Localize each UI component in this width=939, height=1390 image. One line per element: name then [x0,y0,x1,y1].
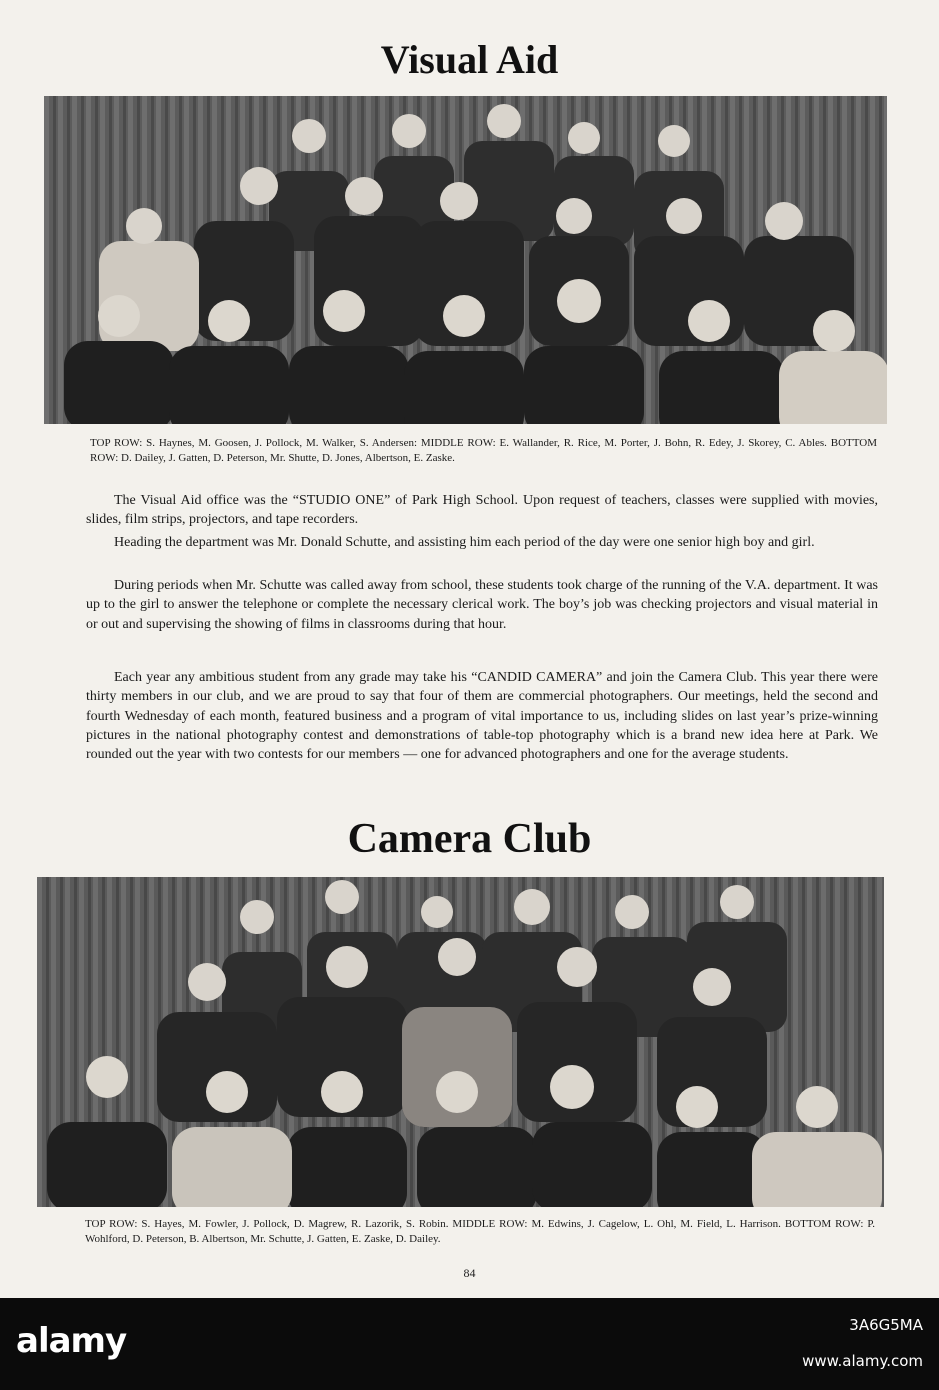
camera-club-caption: TOP ROW: S. Hayes, M. Fowler, J. Pollock, D. Magrew, R. Lazorik, S. Robin. MIDDLE ROW: M. Edwins, J. Cagelow, L. Ohl, M. Field, L. Harrison. BOTTOM ROW: P. Wohlford, D. Peterson, B. Albertson, Mr. Schutte, J. Gatten, E. Zaske, D. Dailey. [85,1218,875,1245]
watermark-footer [0,1298,939,1390]
visual-aid-photo-graphic [44,96,887,424]
alamy-logo: alamy [16,1321,127,1361]
camera-club-paragraph: Each year any ambitious student from any grade may take his “CANDID CAMERA” and join the Camera Club. This year there were thirty members in our club, and we are proud to say that four of them are commercial photographers. Our meetings, held the second and fourth Wednesday of each month, featured business and a program of vital importance to us, including slides on last year’s prize-winning pictures in the national photography contest and demonstrations of table-top photography which is a brand new idea here at Park. We rounded out the year with two contests for our members — one for advanced photographers and one for the average students. [86,670,878,763]
camera-club-photo-graphic [37,877,884,1207]
footer-url: www.alamy.com [802,1352,923,1370]
camera-club-group-photo [37,877,884,1207]
camera-club-title: Camera Club [347,816,592,862]
visual-aid-paragraph-2: Heading the department was Mr. Donald Schutte, and assisting him each period of the day were one senior high boy and girl. [114,535,815,550]
visual-aid-group-photo [44,96,887,424]
visual-aid-caption: TOP ROW: S. Haynes, M. Goosen, J. Pollock, M. Walker, S. Andersen: MIDDLE ROW: E. Wallander, R. Rice, M. Porter, J. Bohn, R. Edey, J. Skorey, C. Ables. BOTTOM ROW: D. Dailey, J. Gatten, D. Peterson, Mr. Shutte, D. Jones, Albertson, E. Zaske. [90,437,877,464]
visual-aid-paragraph-1: The Visual Aid office was the “STUDIO ONE” of Park High School. Upon request of teachers, classes were supplied with movies, slides, film strips, projectors, and tape recorders. [86,493,878,528]
page-number: 84 [463,1266,476,1280]
visual-aid-title: Visual Aid [380,37,559,82]
image-id: 3A6G5MA [849,1316,923,1334]
visual-aid-paragraph-3: During periods when Mr. Schutte was called away from school, these students took charge of the running of the V.A. department. It was up to the girl to answer the telephone or complete the necessary clerical work. The boy’s job was checking projectors and visual material in or out and supervising the showing of films in classrooms during that hour. [86,578,878,632]
